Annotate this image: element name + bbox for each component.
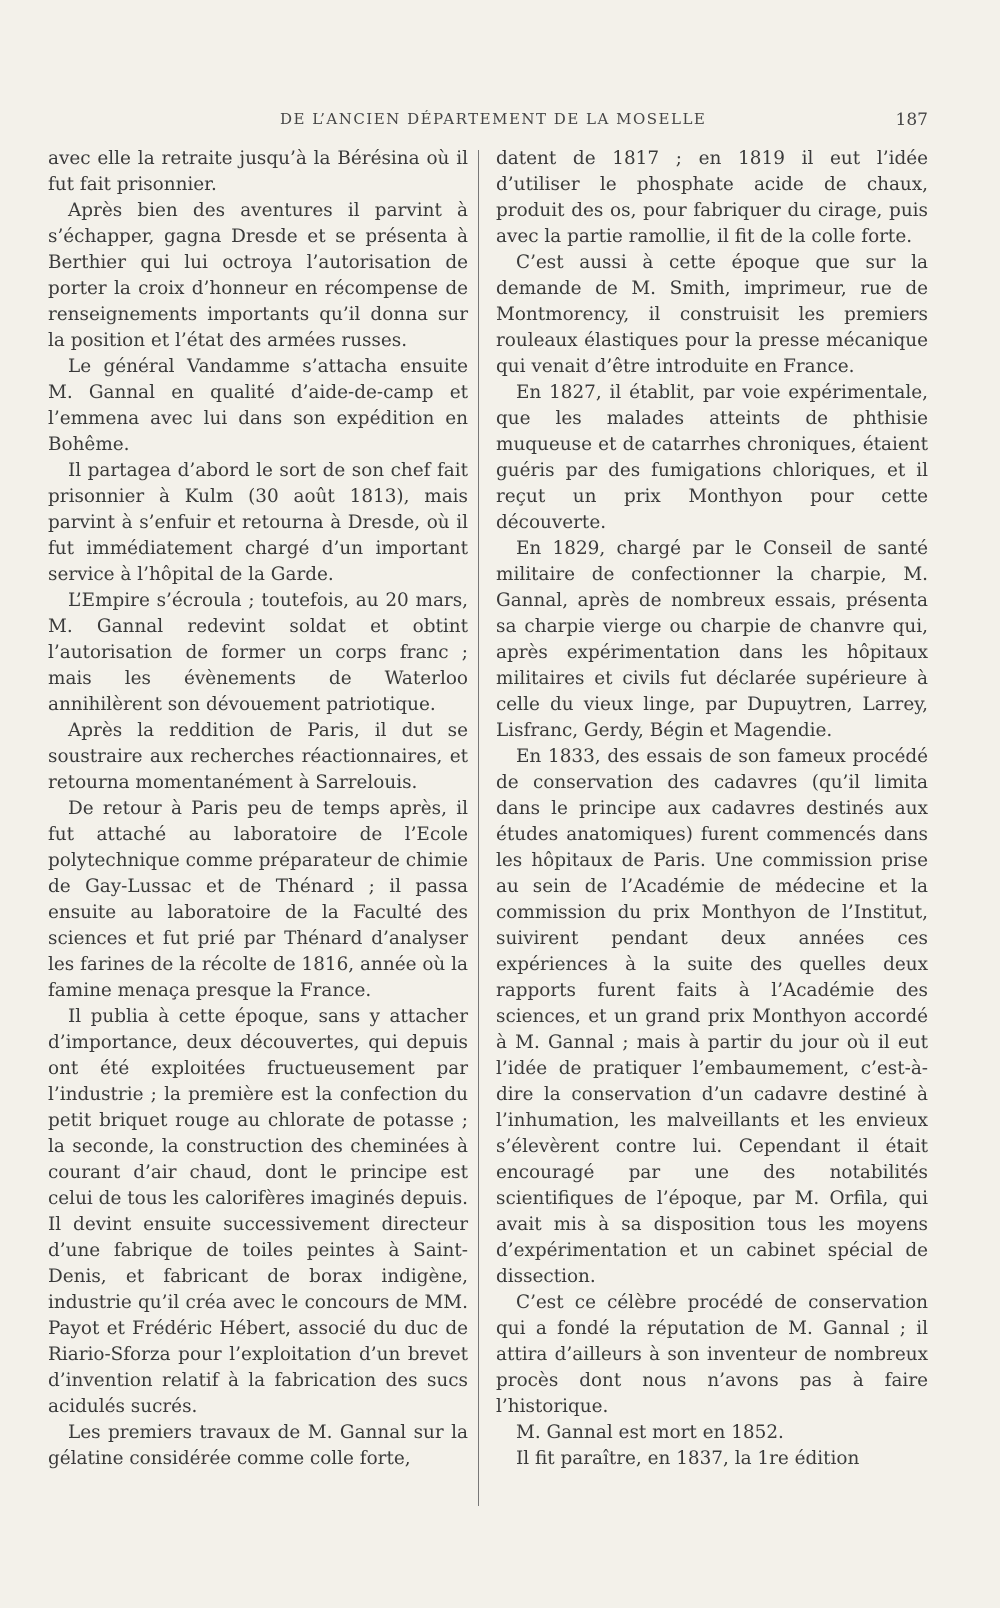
column-divider — [478, 150, 479, 1506]
right-column — [496, 146, 928, 1472]
paragraph: Après la reddition de Paris, il dut se soustraire aux recherches réactionnaires, et retourna momentanément à Sarrelouis. — [48, 720, 468, 793]
paragraph: Il fit paraître, en 1837, la 1re édition — [516, 1448, 860, 1469]
paragraph: Il publia à cette époque, sans y attacher d’importance, deux découvertes, qui depuis ont été exploitées fructueusement par l’industrie ; la première est la confection du petit briquet rouge au chlorate de potasse ; la seconde, la construction des cheminées à courant d’air chaud, dont le principe est celui de tous les calorifères imaginés depuis. Il devint ensuite successivement directeur d’une fabrique de toiles peintes à Saint-Denis, et fabricant de borax indigène, industrie qu’il créa avec le concours de MM. Payot et Frédéric Hébert, associé du duc de Riario-Sforza pour l’exploitation d’un brevet d’invention relatif à la fabrication des sucs acidulés sucrés. — [48, 1006, 468, 1417]
running-title: DE L’ANCIEN DÉPARTEMENT DE LA MOSELLE — [280, 110, 707, 128]
paragraph: L’Empire s’écroula ; toutefois, au 20 mars, M. Gannal redevint soldat et obtint l’autorisation de former un corps franc ; mais les évènements de Waterloo annihilèrent son dévouement patriotique. — [48, 590, 468, 715]
paragraph: Les premiers travaux de M. Gannal sur la gélatine considérée comme colle forte, — [48, 1422, 468, 1469]
paragraph: avec elle la retraite jusqu’à la Bérésina où il fut fait prisonnier. — [48, 148, 468, 195]
paragraph: Il partagea d’abord le sort de son chef fait prisonnier à Kulm (30 août 1813), mais parvint à s’enfuir et retourna à Dresde, où il fut immédiatement chargé d’un important service à l’hôpital de la Garde. — [48, 460, 468, 585]
paragraph: Après bien des aventures il parvint à s’échapper, gagna Dresde et se présenta à Berthier qui lui octroya l’autorisation de porter la croix d’honneur en récompense de renseignements importants qu’il donna sur la position et l’état des armées russes. — [48, 200, 468, 351]
left-column — [48, 146, 468, 1472]
paragraph: datent de 1817 ; en 1819 il eut l’idée d’utiliser le phosphate acide de chaux, produit des os, pour fabriquer du cirage, puis avec la partie ramollie, il fit de la colle forte. — [496, 148, 928, 247]
paragraph: C’est ce célèbre procédé de conservation qui a fondé la réputation de M. Gannal ; il attira d’ailleurs à son inventeur de nombreux procès dont nous n’avons pas à faire l’historique. — [496, 1292, 928, 1417]
paragraph: De retour à Paris peu de temps après, il fut attaché au laboratoire de l’Ecole polytechnique comme préparateur de chimie de Gay-Lussac et de Thénard ; il passa ensuite au laboratoire de la Faculté des sciences et fut prié par Thénard d’analyser les farines de la récolte de 1816, année où la famine menaça presque la France. — [48, 798, 469, 1001]
paragraph: En 1827, il établit, par voie expérimentale, que les malades atteints de phthisie muqueuse et de catarrhes chroniques, étaient guéris par des fumigations chloriques, et il reçut un prix Monthyon pour cette découverte. — [496, 382, 928, 533]
page-number: 187 — [895, 110, 928, 130]
paragraph: En 1833, des essais de son fameux procédé de conservation des cadavres (qu’il limita dans le principe aux cadavres destinés aux études anatomiques) furent commencés dans les hôpitaux de Paris. Une commission prise au sein de l’Académie de médecine et la commission du prix Monthyon de l’Institut, suivirent pendant deux années ces expériences à la suite des quelles deux rapports furent faits à l’Académie des sciences, et un grand prix Monthyon accordé à M. Gannal ; mais à partir du jour où il eut l’idée de pratiquer l’embaumement, c’est-à-dire la conservation d’un cadavre destiné à l’inhumation, les malveillants et les envieux s’élevèrent contre lui. Cependant il était encouragé par une des notabilités scientifiques de l’époque, par M. Orfila, qui avait mis à sa disposition tous les moyens d’expérimentation et un cabinet spécial de dissection. — [496, 746, 928, 1287]
page-header — [48, 110, 928, 134]
paragraph: Le général Vandamme s’attacha ensuite M. Gannal en qualité d’aide-de-camp et l’emmena avec lui dans son expédition en Bohême. — [48, 356, 468, 455]
paragraph: C’est aussi à cette époque que sur la demande de M. Smith, imprimeur, rue de Montmorency, il construisit les premiers rouleaux élastiques pour la presse mécanique qui venait d’être introduite en France. — [496, 252, 928, 377]
paragraph: M. Gannal est mort en 1852. — [516, 1422, 784, 1443]
paragraph: En 1829, chargé par le Conseil de santé militaire de confectionner la charpie, M. Gannal, après de nombreux essais, présenta sa charpie vierge ou charpie de chanvre qui, après expérimentation dans les hôpitaux militaires et civils fut déclarée supérieure à celle du vieux linge, par Dupuytren, Larrey, Lisfranc, Gerdy, Bégin et Magendie. — [496, 538, 928, 741]
